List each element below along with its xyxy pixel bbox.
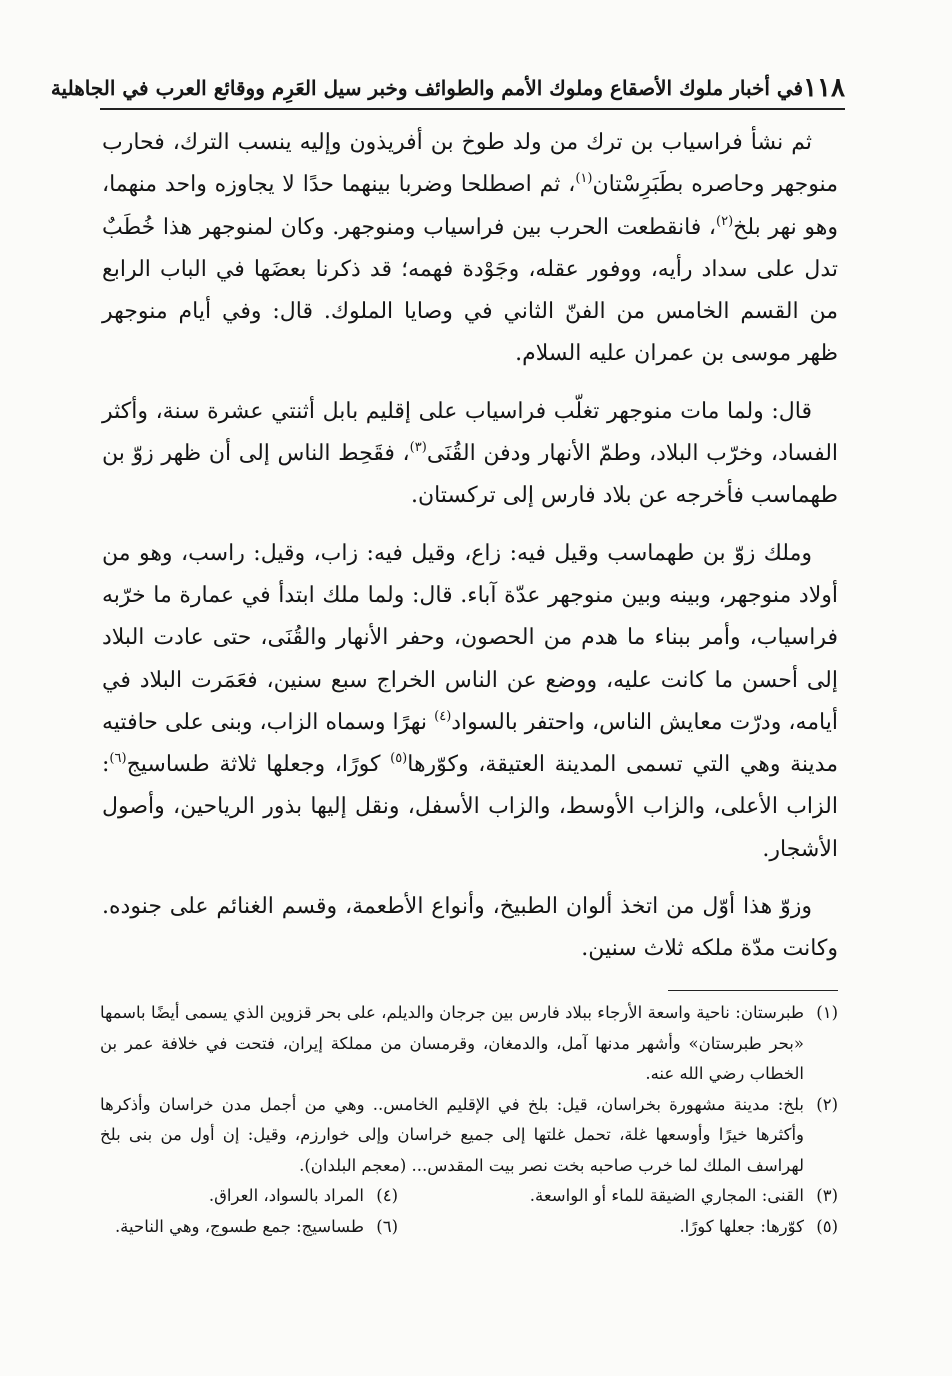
footnote (100, 998, 838, 1090)
paragraph (102, 122, 838, 376)
footnote-reference: (٤) (434, 708, 452, 724)
footnote-text: طبرستان: ناحية واسعة الأرجاء ببلاد فارس بين جرجان والديلم، على بحر قزوين الذي يسمى أيضًا باسمها «بحر طبرستان» وأشهر مدنها آمل، والدمغان، وقرمسان من مملكة إيران، فتحت في خلافة عمر بن الخطاب رضي الله عنه. (100, 1003, 804, 1083)
paragraph-text: وزوّ هذا أوّل من اتخذ ألوان الطبيخ، وأنواع الأطعمة، وقسم الغنائم على جنوده. وكانت مدّة ملكه ثلاث سنين. (102, 894, 838, 962)
footnote-number: (١) (816, 1003, 838, 1022)
paragraph-text: : الزاب الأعلى، والزاب الأوسط، والزاب الأسفل، ونقل إليها بذور الرياحين، وأصول الأشجار. (102, 752, 838, 862)
footnote (398, 1212, 838, 1243)
footnote-text: المراد بالسواد، العراق. (208, 1186, 364, 1205)
footnote (398, 1181, 838, 1212)
footnote-reference: (٢) (716, 213, 734, 229)
page-header (50, 68, 845, 110)
running-title: في أخبار ملوك الأصقاع وملوك الأمم والطوائف وخبر سيل العَرِم ووقائع العرب في الجاهلية (50, 76, 804, 100)
footnote-reference: (٥) (390, 751, 408, 767)
footnote-number: (٥) (816, 1216, 838, 1236)
footnote (100, 1181, 398, 1212)
footnote-text: كوّرها: جعلها كورًا. (679, 1216, 804, 1236)
page-number: ١١٨ (803, 73, 845, 103)
footnote-text: القنى: المجاري الضيقة للماء أو الواسعة. (529, 1186, 804, 1205)
paragraph-text: نهرًا وسماه الزاب، وبنى على حافتيه مدينة وهي التي تسمى المدينة العتيقة، وكوّرها (102, 709, 838, 778)
footnotes (100, 998, 838, 1242)
footnote-row (100, 1181, 838, 1212)
footnote (100, 1090, 838, 1182)
footnote-reference: (١) (575, 171, 593, 187)
footnote-divider (668, 990, 838, 991)
footnote-row (100, 1212, 838, 1243)
paragraph-text: وملك زوّ بن طهماسب وقيل فيه: زاع، وقيل فيه: زاب، وقيل: راسب، وهو من أولاد منوجهر، وبينه وبين منوجهر عدّة آباء. قال: ولما ملك ابتدأ في عمارة ما خرّبه فراسياب، وأمر ببناء ما هدم من الحصون، وحفر الأنهار والقُنَى، حتى عادت البلاد إلى أحسن ما كانت عليه، ووضع عن الناس الخراج سبع سنين، فعَمَرت البلاد في أيامه، ودرّت معايش الناس، واحتفر بالسواد (102, 540, 838, 735)
paragraph-text: ، فقَحِط الناس إلى أن ظهر زوّ بن طهماسب فأخرجه عن بلاد فارس إلى تركستان. (102, 441, 838, 509)
footnote-reference: (٦) (109, 751, 127, 767)
footnote-number: (٦) (376, 1216, 398, 1236)
footnote-text: بلخ: مدينة مشهورة بخراسان، قيل: بلخ في الإقليم الخامس.. وهي من أجمل مدن خراسان وأذكرها وأكثرها خيرًا وأوسعها غلة، تحمل غلتها إلى جميع خراسان وإلى خوارزم، وقيل: إن أول من بنى بلخ لهراسف الملك لما خرب صاحبه بخت نصر بيت المقدس... (معجم البلدان). (100, 1094, 804, 1175)
footnote-reference: (٣) (409, 440, 427, 456)
paragraph-text: ، ثم اصطلحا وضربا بينهما حدًا لا يجاوزه واحد منهما، وهو نهر بلخ (102, 172, 838, 240)
footnote (100, 1212, 398, 1243)
footnote-number: (٣) (816, 1186, 838, 1205)
paragraph-text: ثم نشأ فراسياب بن ترك من ولد طوخ بن أفريذون وإليه ينسب الترك، فحارب منوجهر وحاصره بطَبَرِسْتان (102, 130, 838, 198)
footnote-text: طساسيج: جمع طسوج، وهي الناحية. (114, 1216, 364, 1236)
footnote-number: (٢) (816, 1094, 838, 1114)
paragraph (102, 391, 838, 518)
paragraph (102, 886, 838, 971)
paragraph (102, 533, 838, 871)
main-text (102, 122, 838, 986)
paragraph-text: قال: ولما مات منوجهر تغلّب فراسياب على إقليم بابل أثنتي عشرة سنة، وأكثر الفساد، وخرّب البلاد، وطمّ الأنهار ودفن القُنَى (102, 398, 839, 467)
paragraph-text: ، فانقطعت الحرب بين فراسياب ومنوجهر. وكان لمنوجهر هذا خُطَبٌ تدل على سداد رأيه، ووفور عقله، وجَوْدة فهمه؛ قد ذكرنا بعضَها في الباب الرابع من القسم الخامس من الفنّ الثاني في وصايا الملوك. قال: وفي أيام منوجهر ظهر موسى بن عمران عليه السلام. (102, 214, 838, 367)
paragraph-text: كورًا، وجعلها ثلاثة طساسيج (126, 752, 391, 778)
footnote-number: (٤) (376, 1186, 398, 1205)
